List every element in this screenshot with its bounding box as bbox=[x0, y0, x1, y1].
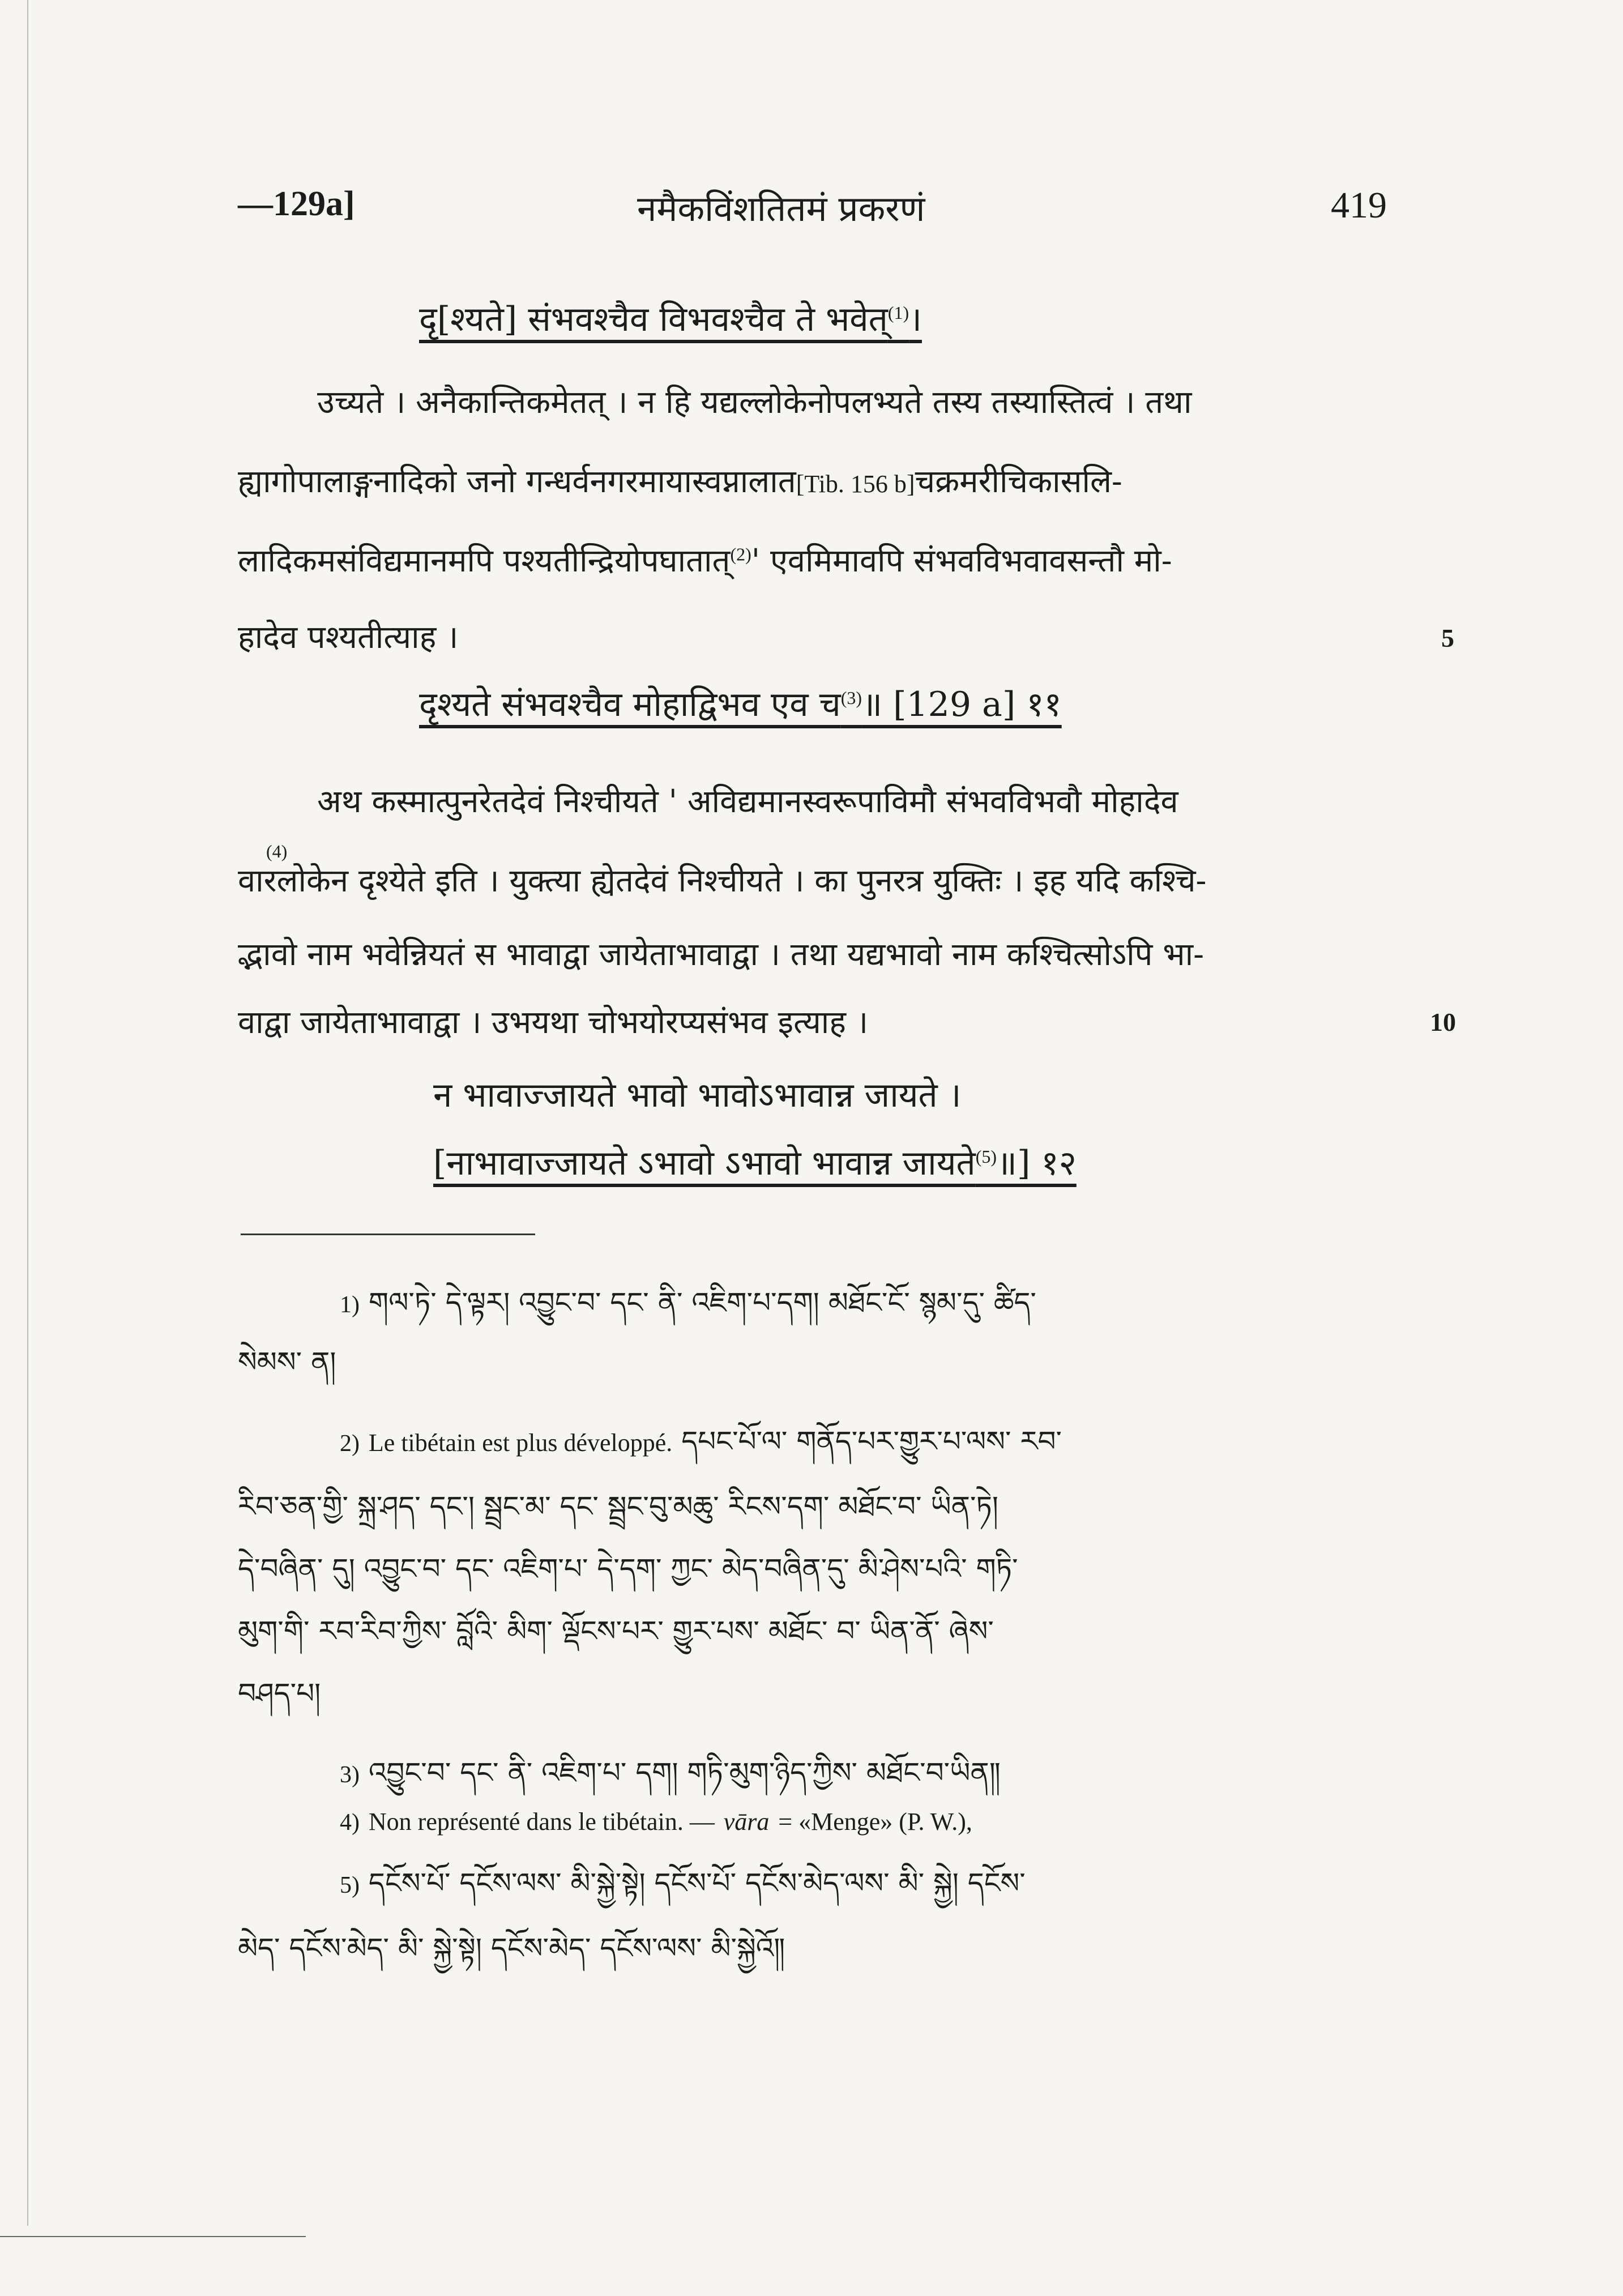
line-number: 10 bbox=[1430, 1008, 1456, 1036]
footnote-ref: (1) bbox=[887, 302, 909, 323]
verse-end: । bbox=[909, 300, 922, 339]
prose2-line2 bbox=[238, 841, 1207, 901]
footnote-french: Non représenté dans le tibétain. — bbox=[368, 1808, 715, 1836]
footnote-tibetan: གལ་ཏེ་ དེ་ལྟར། འབྱུང་བ་ དང་ ནི་ འཇིག་པ་དག། མཐོང་ངོ་ སྙམ་དུ་ ཚིད་ bbox=[368, 1286, 1036, 1319]
footnote-ref: (3) bbox=[840, 688, 862, 708]
footnote-tibetan: དཔང་པོ་ལ་ གནོད་པར་གྱུར་པ་ལས་ རབ་ bbox=[681, 1425, 1062, 1458]
verse-text: [नाभावाज्जायते ऽभावो ऽभावो भावान्न जायते bbox=[433, 1143, 976, 1183]
footnote-number: 5) bbox=[340, 1872, 360, 1898]
prose1-line2 bbox=[238, 459, 1122, 502]
verse-10b bbox=[419, 295, 922, 341]
footnote-french: Le tibétain est plus développé. bbox=[368, 1429, 673, 1457]
header-section-ref: —129a] bbox=[238, 185, 355, 223]
footnote-ref: (2) bbox=[730, 544, 751, 565]
footnote-term: vāra bbox=[723, 1808, 770, 1836]
verse-text: दृश्यते संभवश्चैव मोहाद्विभव एव च bbox=[419, 685, 841, 724]
footnote-tibetan: དངོས་པོ་ དངོས་ལས་ མི་སྐྱེ་སྟེ། དངོས་པོ་ དངོས་མེད་ལས་ མི་ སྐྱེ། དངོས་ bbox=[368, 1867, 1026, 1900]
prose-text: लादिकमसंविद्यमानमपि पश्यतीन्द्रियोपघातात् bbox=[238, 543, 731, 579]
prose2-line1: अथ कस्मात्पुनरेतदेवं निश्चीयते ' अविद्यमानस्वरूपाविमौ संभवविभवौ मोहादेव bbox=[317, 783, 1178, 820]
bottom-edge-rule bbox=[0, 2236, 306, 2237]
page-number: 419 bbox=[1331, 185, 1387, 226]
verse-text: दृ[श्यते] संभवश्चैव विभवश्चैव ते भवेत् bbox=[419, 300, 888, 339]
prose2-line4: वाद्वा जायेताभावाद्वा । उभयथा चोभयोरप्यसंभव इत्याह । bbox=[238, 1004, 869, 1041]
footnote-number: 2) bbox=[340, 1431, 360, 1457]
line-number: 5 bbox=[1441, 624, 1454, 652]
verse-end: ॥ [129 a] ११ bbox=[862, 685, 1062, 724]
footnote-number: 4) bbox=[340, 1810, 360, 1836]
footnote-2-line3: དེ་བཞིན་ དུ། འབྱུང་བ་ དང་ འཇིག་པ་ དེ་དག་ ཀྱང་ མེད་བཞིན་དུ་ མི་ཤེས་པའི་ གཏི་ bbox=[238, 1552, 1018, 1585]
prose1-line1: उच्यते । अनैकान्तिकमेतत् । न हि यद्यल्लोकेनोपलभ्यते तस्य तस्यास्तित्वं । तथा bbox=[317, 384, 1192, 421]
verse-end: ॥] १२ bbox=[997, 1143, 1077, 1183]
verse-12-line1: न भावाज्जायते भावो भावोऽभावान्न जायते । bbox=[433, 1076, 962, 1115]
footnote-tibetan: འབྱུང་བ་ དང་ ནི་ འཇིག་པ་ དག། གཏི་མུག་ཉིད་ཀྱིས་ མཐོང་བ་ཡིན༎ bbox=[368, 1756, 1001, 1789]
prose1-line4: हादेव पश्यतीत्याह । bbox=[238, 619, 459, 656]
footnote-1-line1 bbox=[340, 1271, 1036, 1351]
prose-text: ह्यागोपालाङ्गनादिको जनो गन्धर्वनगरमायास्वप्नालात bbox=[238, 463, 796, 500]
footnote-french: = «Menge» (P. W.), bbox=[778, 1808, 972, 1836]
footnote-number: 1) bbox=[340, 1292, 360, 1318]
verse-11 bbox=[419, 680, 1062, 726]
verse-12-line2 bbox=[433, 1138, 1077, 1185]
prose-text: चक्रमरीचिकासलि- bbox=[915, 463, 1122, 500]
prose-text: ' एवमिमावपि संभवविभवावसन्तौ मो- bbox=[751, 543, 1172, 579]
page-edge-rule bbox=[27, 0, 28, 2226]
footnote-5-line2: མེད་ དངོས་མེད་ མི་ སྐྱེ་སྟེ། དངོས་མེད་ དངོས་ལས་ མི་སྐྱེའོ༎ bbox=[238, 1932, 785, 1965]
footnote-ref: (5) bbox=[975, 1146, 997, 1167]
footnote-2-line4: མུག་གི་ རབ་རིབ་ཀྱིས་ བློའི་ མིག་ ལྡོངས་པར་ གྱུར་པས་ མཐོང་ བ་ ཡིན་ནོ་ ཞེས་ bbox=[238, 1615, 994, 1648]
prose1-line3 bbox=[238, 538, 1172, 581]
footnote-separator bbox=[241, 1234, 535, 1235]
footnote-1-line2: སེམས་ ན། bbox=[238, 1346, 336, 1379]
running-title: नमैकविंशतितमं प्रकरणं bbox=[637, 188, 925, 229]
footnote-2-line5: བཤད་པ། bbox=[238, 1677, 321, 1710]
tibetan-folio-ref: [Tib. 156 b] bbox=[796, 470, 915, 498]
footnote-ref: (4) bbox=[266, 841, 288, 861]
footnote-4 bbox=[340, 1804, 972, 1837]
prose-text: वारलोकेन दृश्येते इति । युक्त्या ह्येतदेवं निश्चीयते । का पुनरत्र युक्तिः । इह यदि कश्चि- bbox=[238, 863, 1207, 899]
footnote-2-line2: རིབ་ཅན་གྱི་ སྐྲ་ཤད་ དང་། སྦྲང་མ་ དང་ སྦྲང་བུ་མཆུ་ རིངས་དག་ མཐོང་བ་ ཡིན་ཏེ། bbox=[238, 1490, 998, 1523]
prose2-line3: द्भावो नाम भवेन्नियतं स भावाद्वा जायेताभावाद्वा । तथा यद्यभावो नाम कश्चित्सोऽपि भा- bbox=[238, 936, 1205, 973]
footnote-number: 3) bbox=[340, 1762, 360, 1788]
